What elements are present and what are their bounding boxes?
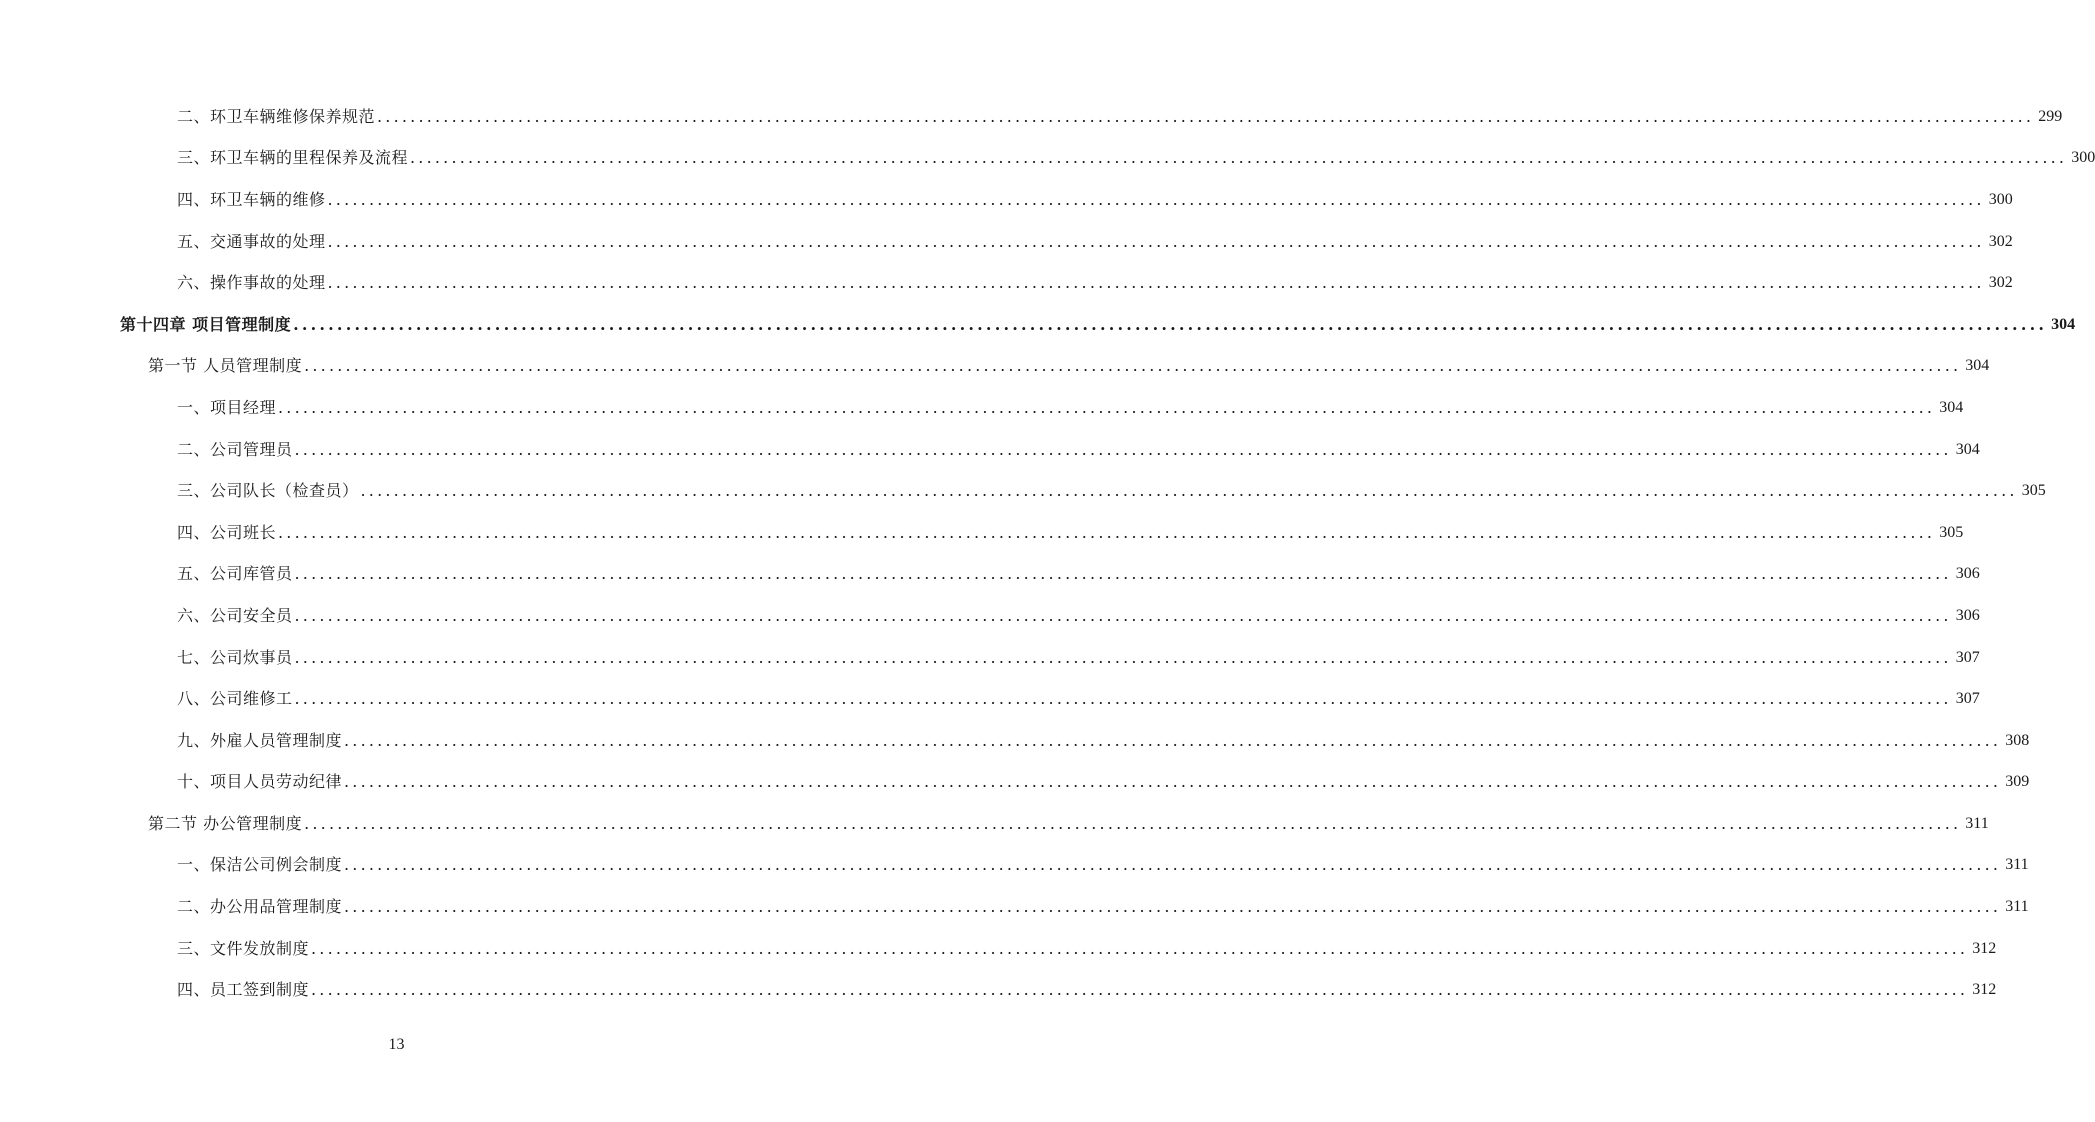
toc-entry-title: 第十四章 项目管理制度: [120, 314, 292, 334]
toc-dot-leader: ........................................................................................................................................................................................................: [304, 813, 1962, 833]
toc-item-entry[interactable]: [0, 678, 1980, 720]
toc-entry-page: 305: [2021, 482, 2046, 500]
toc-entry-title: 八、公司维修工: [177, 689, 293, 709]
page-number: 13: [388, 1036, 405, 1053]
toc-dot-leader: ........................................................................................................................................................................................................: [294, 564, 1952, 584]
toc-item-entry[interactable]: [0, 262, 2013, 304]
toc-entry-page: 311: [2005, 898, 2029, 916]
toc-dot-leader: ........................................................................................................................................................................................................: [344, 772, 2002, 792]
toc-entry-title: 四、员工签到制度: [177, 980, 310, 1000]
toc-entry-page: 304: [1939, 398, 1964, 416]
toc-entry-page: 299: [2038, 107, 2063, 125]
toc-entry-title: 第二节 办公管理制度: [148, 813, 303, 833]
toc-entry-page: 302: [1988, 274, 2013, 292]
toc-dot-leader: ........................................................................................................................................................................................................: [377, 106, 2035, 126]
toc-entry-page: 302: [1988, 232, 2013, 250]
toc-entry-title: 九、外雇人员管理制度: [177, 730, 343, 750]
toc-item-entry[interactable]: [0, 637, 1980, 679]
toc-dot-leader: ........................................................................................................................................................................................................: [327, 189, 1985, 209]
toc-dot-leader: ........................................................................................................................................................................................................: [294, 647, 1952, 667]
toc-dot-leader: ........................................................................................................................................................................................................: [410, 148, 2068, 168]
toc-entry-page: 304: [1955, 440, 1980, 458]
toc-entry-page: 308: [2005, 731, 2030, 749]
toc-entry-title: 七、公司炊事员: [177, 647, 293, 667]
toc-item-entry[interactable]: [0, 720, 2030, 762]
toc-entry-page: 306: [1955, 565, 1980, 583]
toc-entry-title: 四、公司班长: [177, 522, 277, 542]
toc-entry-title: 二、公司管理员: [177, 439, 293, 459]
toc-entry-title: 六、操作事故的处理: [177, 273, 326, 293]
toc-dot-leader: ........................................................................................................................................................................................................: [344, 855, 2002, 875]
toc-dot-leader: ........................................................................................................................................................................................................: [344, 730, 2002, 750]
toc-item-entry[interactable]: [0, 969, 1997, 1011]
toc-item-entry[interactable]: [0, 554, 1980, 596]
toc-entry-page: 304: [2051, 315, 2076, 333]
toc-item-entry[interactable]: [0, 762, 2030, 804]
toc-entry-page: 307: [1955, 648, 1980, 666]
toc-dot-leader: ........................................................................................................................................................................................................: [344, 897, 2002, 917]
toc-entry-title: 三、公司队长（检查员）: [177, 481, 359, 501]
toc-dot-leader: ........................................................................................................................................................................................................: [327, 273, 1985, 293]
toc-item-entry[interactable]: [0, 179, 2013, 221]
toc-item-entry[interactable]: [0, 928, 1997, 970]
toc-entry-page: 311: [1965, 814, 1989, 832]
toc-dot-leader: ........................................................................................................................................................................................................: [311, 980, 1969, 1000]
toc-entry-title: 五、公司库管员: [177, 564, 293, 584]
toc-entry-title: 三、文件发放制度: [177, 938, 310, 958]
toc-item-entry[interactable]: [0, 429, 1980, 471]
toc-dot-leader: ........................................................................................................................................................................................................: [293, 314, 2048, 334]
toc-item-entry[interactable]: [0, 595, 1980, 637]
toc-dot-leader: ........................................................................................................................................................................................................: [278, 522, 1936, 542]
toc-section-entry[interactable]: [0, 346, 1990, 388]
toc-item-entry[interactable]: [0, 470, 2046, 512]
table-of-contents: [0, 96, 2095, 1011]
toc-item-entry[interactable]: [0, 886, 2029, 928]
toc-item-entry[interactable]: [0, 845, 2029, 887]
toc-entry-page: 312: [1972, 981, 1997, 999]
toc-section-entry[interactable]: [0, 803, 1989, 845]
toc-item-entry[interactable]: [0, 138, 2095, 180]
toc-entry-page: 309: [2005, 773, 2030, 791]
toc-entry-title: 一、项目经理: [177, 397, 277, 417]
toc-entry-title: 一、保洁公司例会制度: [177, 855, 343, 875]
toc-entry-page: 307: [1955, 690, 1980, 708]
toc-entry-title: 二、环卫车辆维修保养规范: [177, 106, 376, 126]
toc-chapter-entry[interactable]: [0, 304, 2076, 346]
toc-entry-title: 十、项目人员劳动纪律: [177, 772, 343, 792]
toc-dot-leader: ........................................................................................................................................................................................................: [360, 481, 2018, 501]
toc-item-entry[interactable]: [0, 512, 1964, 554]
toc-entry-page: 311: [2005, 856, 2029, 874]
toc-dot-leader: ........................................................................................................................................................................................................: [294, 605, 1952, 625]
toc-entry-page: 312: [1972, 939, 1997, 957]
toc-entry-title: 五、交通事故的处理: [177, 231, 326, 251]
toc-entry-title: 四、环卫车辆的维修: [177, 189, 326, 209]
toc-entry-page: 300: [2071, 149, 2095, 167]
toc-entry-title: 第一节 人员管理制度: [148, 356, 303, 376]
toc-entry-title: 三、环卫车辆的里程保养及流程: [177, 148, 409, 168]
toc-dot-leader: ........................................................................................................................................................................................................: [304, 356, 1962, 376]
toc-item-entry[interactable]: [0, 221, 2013, 263]
toc-dot-leader: ........................................................................................................................................................................................................: [294, 439, 1952, 459]
toc-item-entry[interactable]: [0, 96, 2063, 138]
toc-item-entry[interactable]: [0, 387, 1964, 429]
toc-dot-leader: ........................................................................................................................................................................................................: [294, 689, 1952, 709]
toc-entry-title: 二、办公用品管理制度: [177, 897, 343, 917]
toc-entry-page: 304: [1965, 357, 1990, 375]
toc-dot-leader: ........................................................................................................................................................................................................: [311, 938, 1969, 958]
toc-entry-page: 305: [1939, 523, 1964, 541]
toc-dot-leader: ........................................................................................................................................................................................................: [327, 231, 1985, 251]
toc-dot-leader: ........................................................................................................................................................................................................: [278, 397, 1936, 417]
toc-entry-title: 六、公司安全员: [177, 605, 293, 625]
toc-entry-page: 306: [1955, 606, 1980, 624]
toc-entry-page: 300: [1988, 190, 2013, 208]
